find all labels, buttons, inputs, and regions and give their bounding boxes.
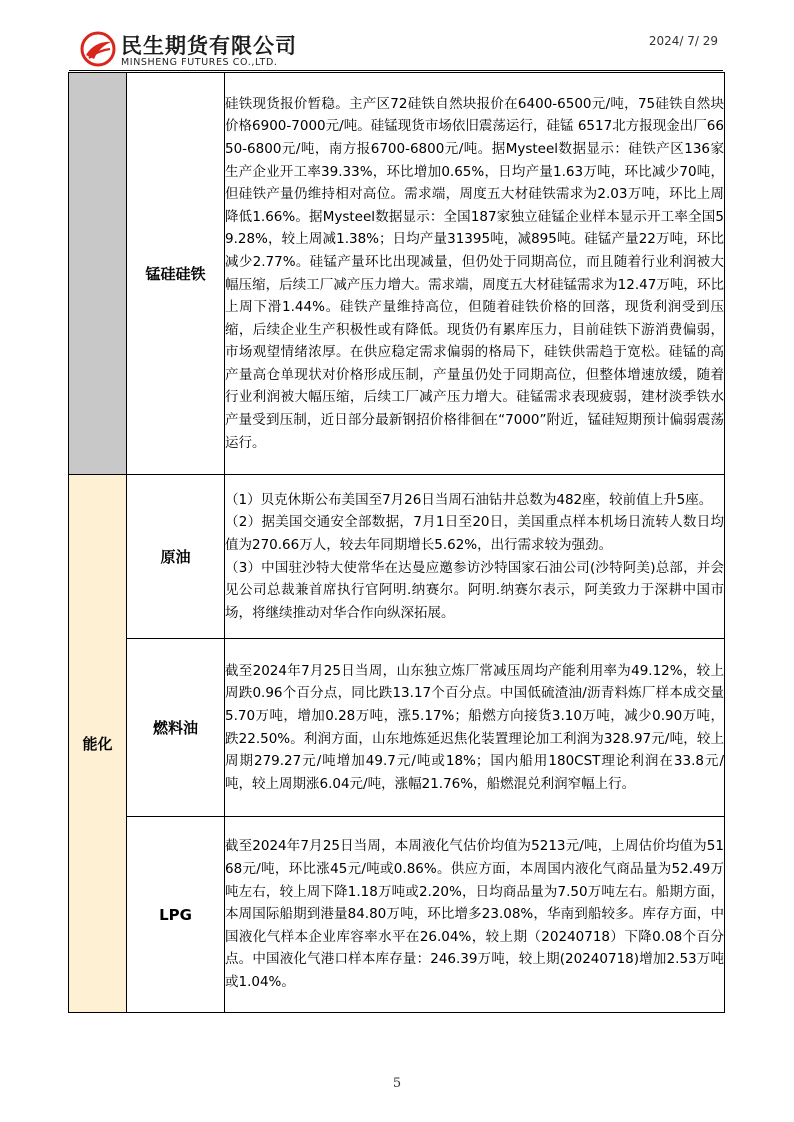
product-content-mnsi: 硅铁现货报价暂稳。主产区72硅铁自然块报价在6400-6500元/吨，75硅铁自然块价格6900-7000元/吨。硅锰现货市场依旧震荡运行，硅锰 6517北方报现金出厂6650-6800元/吨，南方报6700-6800元/吨。据Mysteel数据显示：硅铁产区136家生产企业开工率39.33%，环比增加0.65%，日均产量1.63万吨，环比减少70吨，但硅铁产量仍维持相对高位。需求端，周度五大材硅铁需求为2.03万吨，环比上周降低1.66%。据Mysteel数据显示：全国187家独立硅锰企业样本显示开工率全国59.28%，较上周减1.38%；日均产量31395吨，减895吨。硅锰产量22万吨，环比减少2.77%。硅锰产量环比出现减量，但仍处于同期高位，而且随着行业利润被大幅压缩，后续工厂减产压力增大。需求端，周度五大材硅锰需求为12.47万吨，环比上周下滑1.44%。硅铁产量维持高位，但随着硅铁价格的回落，现货利润受到压缩，后续企业生产积极性或有降低。现货仍有累库压力，目前硅铁下游消费偏弱，市场观望情绪浓厚。在供应稳定需求偏弱的格局下，硅铁供需趋于宽松。硅锰的高产量高仓单现状对价格形成压制，产量虽仍处于同期高位，但整体增速放缓，随着行业利润被大幅压缩，后续工厂减产压力增大。硅锰需求表现疲弱，建材淡季铁水产量受到压制，近日部分最新钢招价格徘徊在“7000”附近，锰硅短期预计偏弱震荡运行。: [225, 73, 725, 475]
crude-paragraph: （1）贝克休斯公布美国至7月26日当周石油钻井总数为482座，较前值上升5座。: [225, 491, 713, 508]
report-date: 2024/ 7/ 29: [648, 34, 718, 48]
product-name-fuel: 燃料油: [127, 639, 225, 817]
minsheng-logo-icon: [80, 31, 116, 67]
product-content-crude: [225, 475, 725, 639]
commodity-table: [68, 72, 725, 1013]
table-row-mnsi: [69, 73, 725, 475]
crude-paragraph: （2）据美国交通安全部数据，7月1日至20日，美国重点样本机场日流转人数日均值为270.66万人，较去年同期增长5.62%，出行需求较为强劲。: [225, 514, 724, 553]
table-row-lpg: [69, 817, 725, 1013]
table-row-fuel: [69, 639, 725, 817]
table-row-crude: [69, 475, 725, 639]
sector-label-energy: 能化: [69, 475, 127, 1013]
header-divider: [69, 70, 723, 71]
sector-cell-blank: [69, 73, 127, 475]
company-name-cn: 民生期货有限公司: [121, 34, 297, 58]
page-header: [0, 0, 794, 72]
product-name-crude: 原油: [127, 475, 225, 639]
company-name-en: MINSHENG FUTURES CO.,LTD.: [121, 57, 278, 68]
crude-paragraph: （3）中国驻沙特大使常华在达曼应邀参访沙特国家石油公司(沙特阿美)总部，并会见公司总裁兼首席执行官阿明.纳赛尔。阿明.纳赛尔表示，阿美致力于深耕中国市场，将继续推动对华合作向纵深拓展。: [225, 559, 724, 621]
product-content-fuel: 截至2024年7月25日当周，山东独立炼厂常减压周均产能利用率为49.12%，较上周跌0.96个百分点，同比跌13.17个百分点。中国低硫渣油/沥青料炼厂样本成交量5.70万吨，增加0.28万吨，涨5.17%；船燃方向接货3.10万吨，减少0.90万吨，跌22.50%。利润方面，山东地炼延迟焦化装置理论加工利润为328.97元/吨，较上周期279.27元/吨增加49.7元/吨或18%；国内船用180CST理论利润在33.8元/吨，较上周期涨6.04元/吨，涨幅21.76%，船燃混兑利润窄幅上行。: [225, 639, 725, 817]
product-name-lpg: LPG: [127, 817, 225, 1013]
page-number: 5: [392, 1076, 402, 1091]
product-name-mnsi: 锰硅硅铁: [127, 73, 225, 475]
product-content-lpg: 截至2024年7月25日当周，本周液化气估价均值为5213元/吨，上周估价均值为5168元/吨，环比涨45元/吨或0.86%。供应方面，本周国内液化气商品量为52.49万吨左右，较上周下降1.18万吨或2.20%，日均商品量为7.50万吨左右。船期方面，本周国际船期到港量84.80万吨，环比增多23.08%，华南到船较多。库存方面，中国液化气样本企业库容率水平在26.04%，较上期（20240718）下降0.08个百分点。中国液化气港口样本库存量：246.39万吨，较上期(20240718)增加2.53万吨或1.04%。: [225, 817, 725, 1013]
